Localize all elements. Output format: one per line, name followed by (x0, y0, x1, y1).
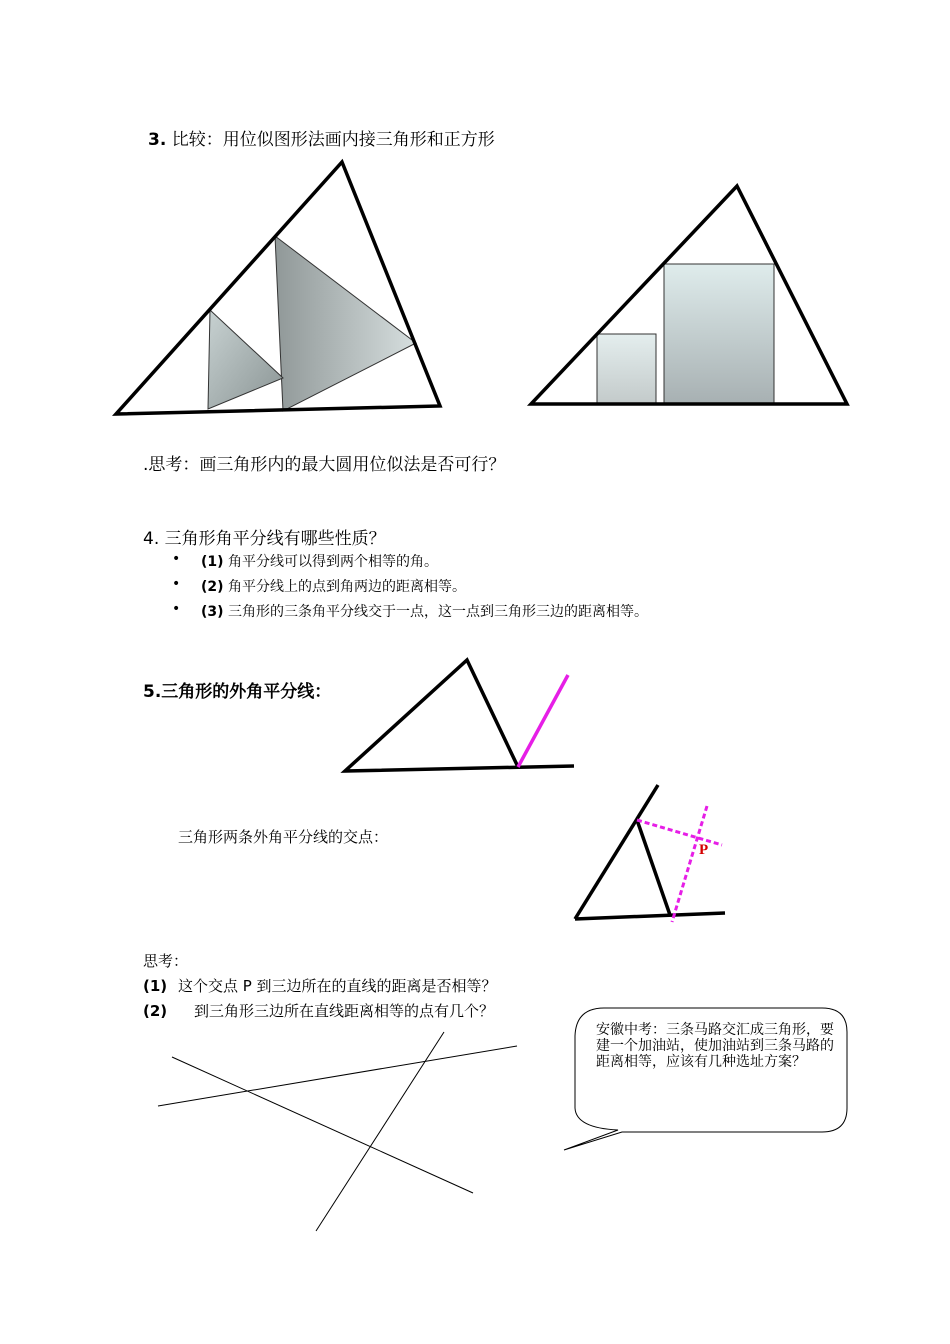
list-item-text: 角平分线可以得到两个相等的角。 (228, 554, 438, 570)
road-line-3 (316, 1032, 444, 1231)
list-item: • (2) 角平分线上的点到角两边的距离相等。 (172, 576, 466, 595)
list-item-text: 角平分线上的点到角两边的距离相等。 (228, 579, 466, 595)
think-2-heading: 思考： (143, 952, 189, 970)
q2-number: (2) (143, 1002, 168, 1020)
list-item: • (1) 角平分线可以得到两个相等的角。 (172, 551, 438, 570)
point-p-label: P (699, 842, 709, 858)
triangle-sides (345, 660, 574, 771)
exterior-bisector-b (672, 806, 707, 922)
callout-text: 安徽中考：三条马路交汇成三角形，要建一个加油站，使加油站到三条马路的距离相等，应该有几种选址方案？ (596, 1022, 834, 1070)
list-item: • (3) 三角形的三条角平分线交于一点，这一点到三角形三边的距离相等。 (172, 601, 648, 620)
inscribed-small-triangle (208, 310, 283, 409)
exterior-bisector-line (518, 675, 568, 767)
section3-number: 3. (148, 130, 167, 150)
section3-heading: 比较：用位似图形法画内接三角形和正方形 (171, 130, 495, 150)
triangle-left-side-extended (575, 785, 658, 919)
q2-text: 到三角形三边所在直线距离相等的点有几个？ (193, 1002, 494, 1020)
q1-number: (1) (143, 977, 168, 995)
triangle-base-extended (575, 913, 725, 919)
intersection-text: 三角形两条外角平分线的交点： (178, 828, 389, 846)
inscribed-large-triangle (275, 236, 416, 411)
exterior-angle-figure (345, 660, 574, 771)
triangle-right-side (637, 820, 670, 915)
exterior-bisector-a (637, 820, 722, 845)
section4-title: 4. 三角形角平分线有哪些性质？ (143, 529, 386, 549)
section5-title: 5.三角形的外角平分线： (143, 682, 332, 702)
list-item-number: (2) (201, 579, 224, 595)
road-line-2 (158, 1046, 517, 1106)
inscribed-small-square (597, 334, 656, 404)
list-item-number: (1) (201, 554, 224, 570)
homothety-square-figure (531, 186, 847, 404)
q1-text: 这个交点 P 到三边所在的直线的距离是否相等？ (177, 977, 497, 995)
list-item-number: (3) (201, 604, 224, 620)
think-1: .思考：画三角形内的最大圆用位似法是否可行？ (143, 455, 506, 475)
list-item-text: 三角形的三条角平分线交于一点，这一点到三角形三边的距离相等。 (228, 604, 648, 620)
road-line-1 (172, 1057, 473, 1193)
homothety-triangle-figure (116, 162, 440, 414)
excenter-figure (575, 785, 725, 922)
inscribed-large-square (664, 264, 774, 404)
three-roads-figure (158, 1032, 517, 1231)
